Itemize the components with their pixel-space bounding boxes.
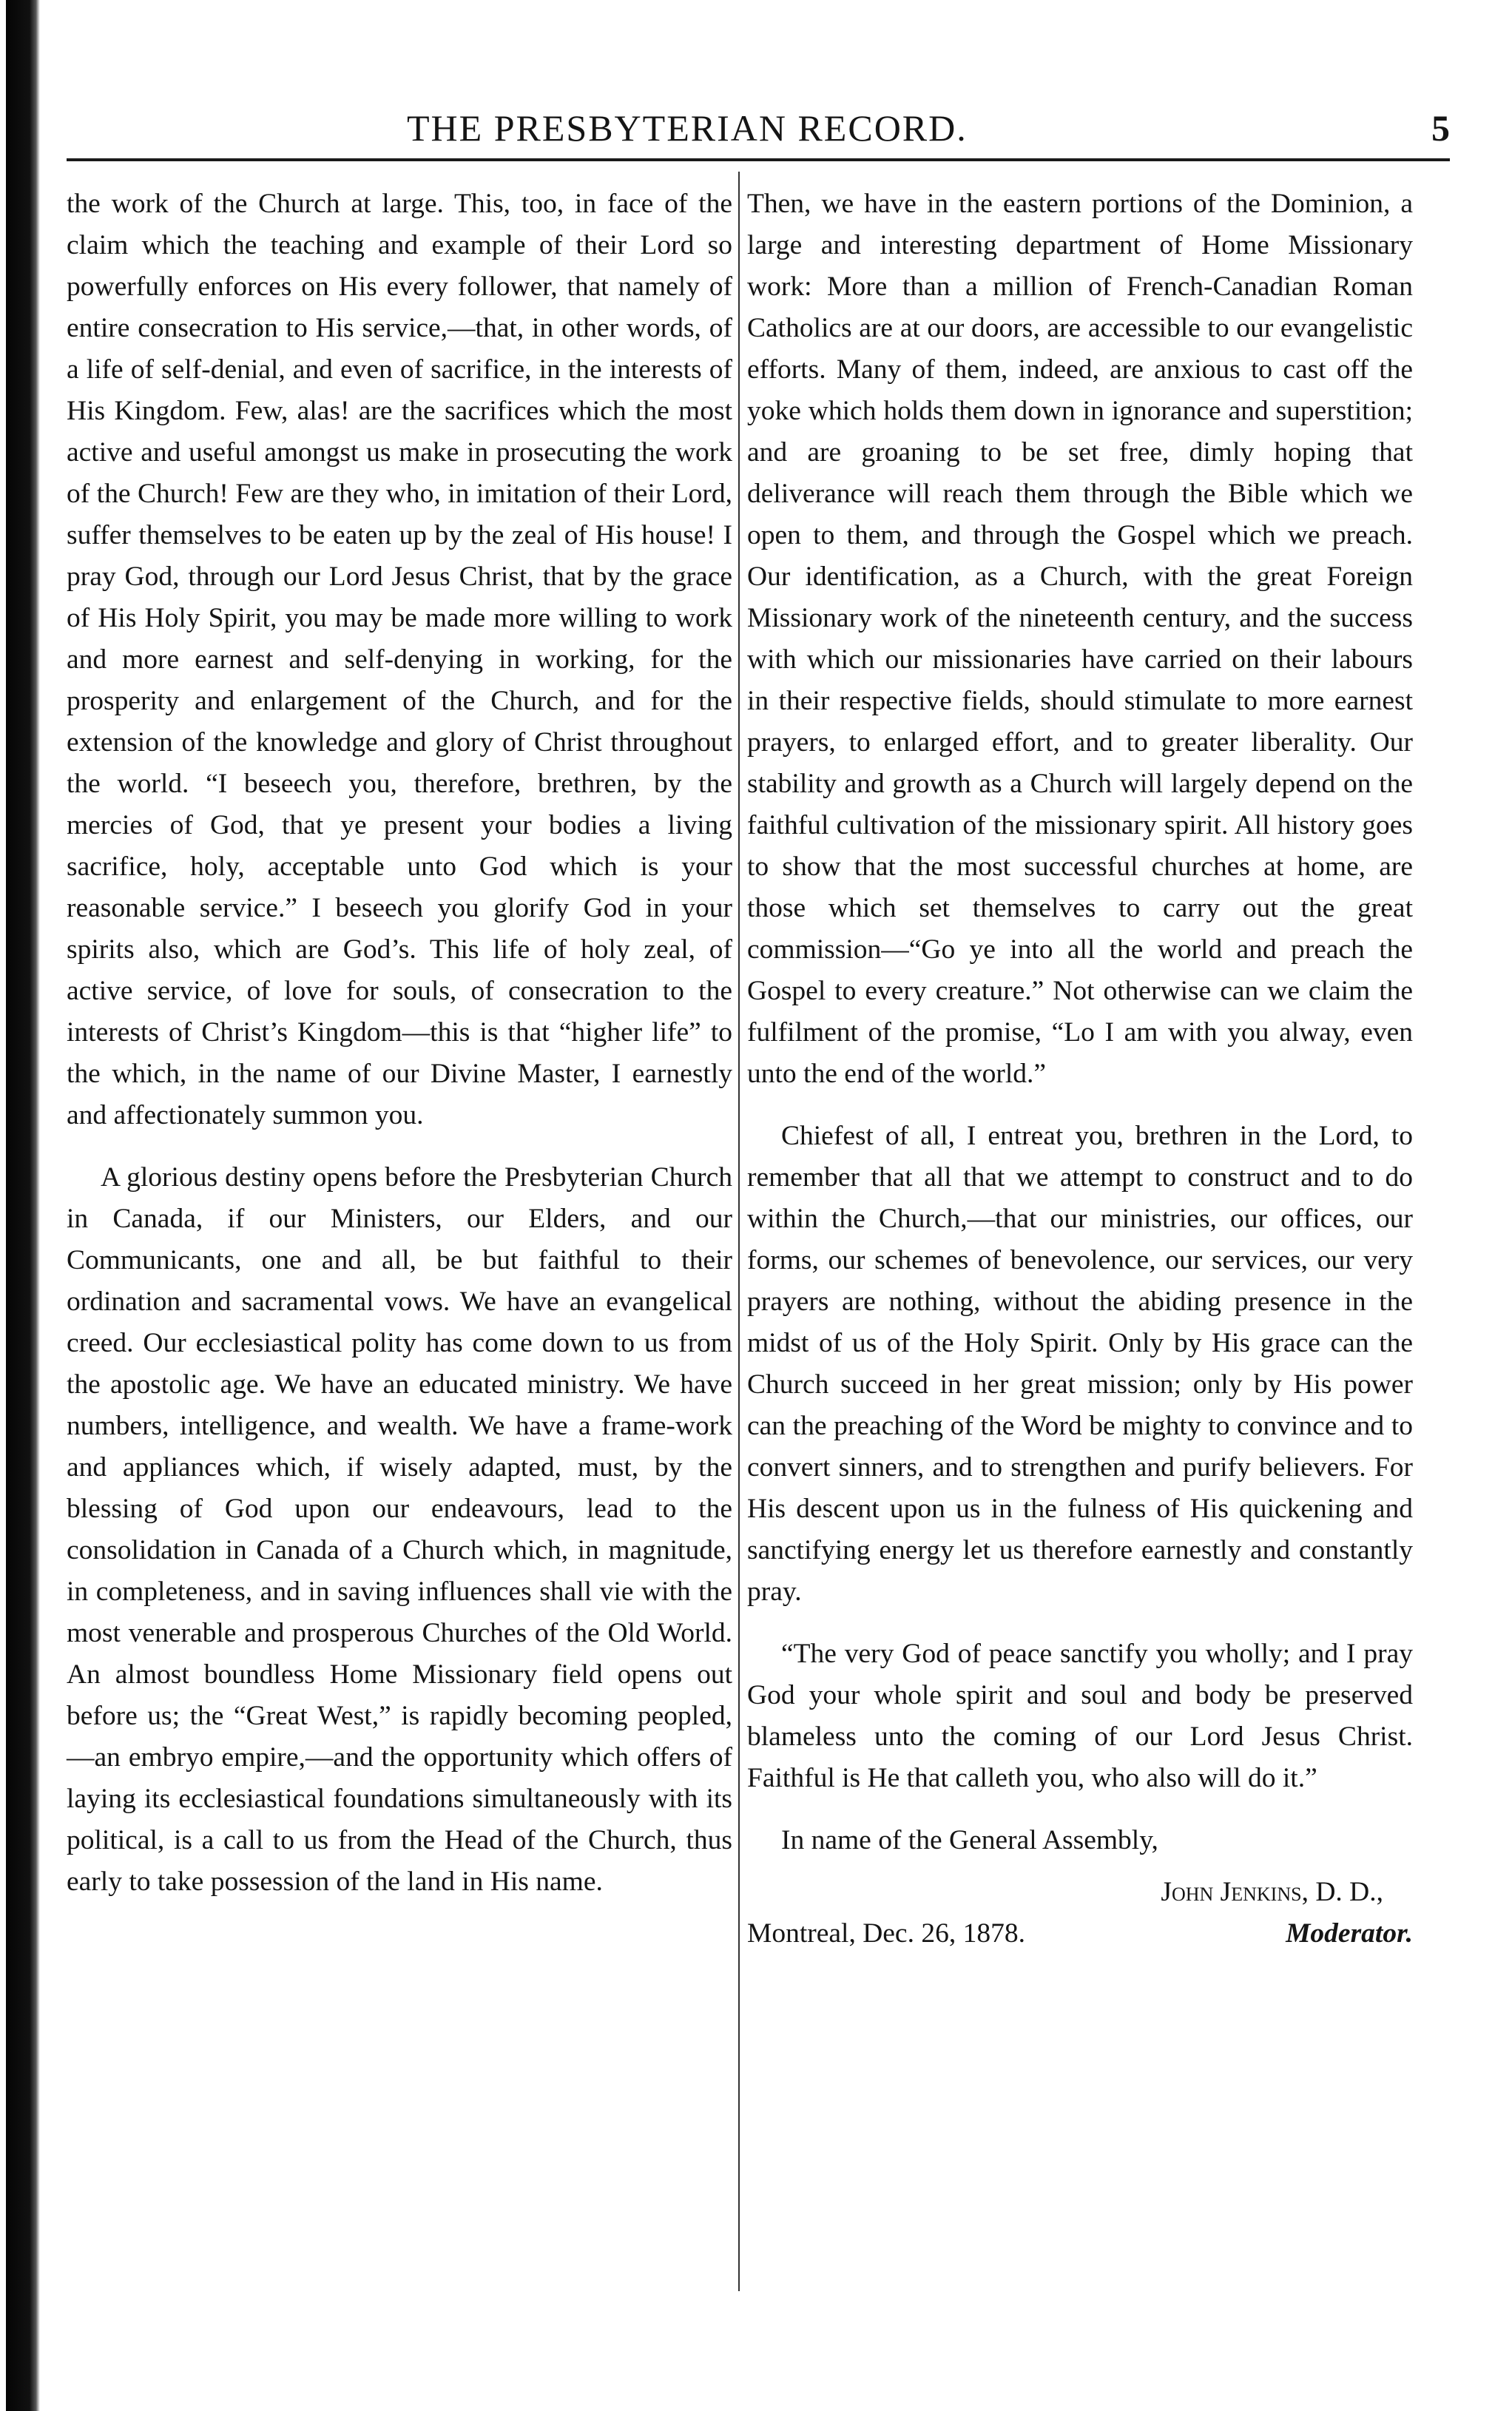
right-column: [747, 183, 1413, 1955]
column-divider: [738, 172, 740, 2291]
page: [67, 104, 1450, 2382]
signature-line: [747, 1913, 1413, 1955]
paragraph: “The very God of peace sanctify you wholly; and I pray God your whole spirit and soul and body be preserved blameless unto the coming of our Lord Jesus Christ. Faithful is He that calleth you, who also will do it.”: [747, 1639, 1413, 1793]
paragraph: Chiefest of all, I entreat you, brethren in the Lord, to remember that all that we attempt to construct and to do within the Church,—that our ministries, our offices, our forms, our schemes of benevolence, our services, our very prayers are nothing, without the abiding presence in the midst of us of the Holy Spirit. Only by His grace can the Church succeed in her great mission; only by His power can the preaching of the Word be mighty to convince and to convert sinners, and to strengthen and purify believers. For His descent upon us in the fulness of His quickening and sanctifying energy let us therefore earnestly and constantly pray.: [747, 1121, 1413, 1607]
header-rule: [67, 158, 1450, 161]
signatory-name: John Jenkins, D. D.,: [1161, 1877, 1383, 1907]
scan-edge-bar: [6, 0, 40, 2411]
left-column: [67, 183, 732, 1903]
place-date: Montreal, Dec. 26, 1878.: [747, 1918, 1025, 1949]
page-number: 5: [1431, 107, 1450, 149]
header-title: THE PRESBYTERIAN RECORD.: [407, 107, 968, 149]
paragraph: A glorious destiny opens before the Presbyterian Church in Canada, if our Ministers, our Elders, and our Communicants, one and all, be but faithful to their ordination and sacramental vows. We have an evangelical creed. Our ecclesiastical polity has come down to us from the apostolic age. We have an educated ministry. We have numbers, intelligence, and wealth. We have a frame-work and appliances which, if wisely adapted, must, by the blessing of God upon our endeavours, lead to the consolidation in Canada of a Church which, in magnitude, in completeness, and in saving influences shall vie with the most venerable and prosperous Churches of the Old World. An almost boundless Home Missionary field opens out before us; the “Great West,” is rapidly becoming peopled,—an embryo empire,—and the opportunity which offers of laying its ecclesiastical foundations simultaneously with its political, is a call to us from the Head of the Church, thus early to take possession of the land in His name.: [67, 1162, 732, 1897]
running-head: [67, 104, 1450, 163]
salutation: In name of the General Assembly,: [781, 1825, 1158, 1855]
signatory-role: Moderator.: [1286, 1918, 1413, 1949]
paragraph: the work of the Church at large. This, too, in face of the claim which the teaching and example of their Lord so powerfully enforces on His every follower, that namely of entire consecration to His service,—that, in other words, of a life of self-denial, and even of sacrifice, in the interests of His Kingdom. Few, alas! are the sacrifices which the most active and useful amongst us make in prosecuting the work of the Church! Few are they who, in imitation of their Lord, suffer themselves to be eaten up by the zeal of His house! I pray God, through our Lord Jesus Christ, that by the grace of His Holy Spirit, you may be made more willing to work and more earnest and self-denying in working, for the prosperity and enlargement of the Church, and for the extension of the knowledge and glory of Christ throughout the world. “I beseech you, therefore, brethren, by the mercies of God, that ye present your bodies a living sacrifice, holy, acceptable unto God which is your reasonable service.” I beseech you glorify God in your spirits also, which are God’s. This life of holy zeal, of active service, of love for souls, of consecration to the interests of Christ’s Kingdom—this is that “higher life” to the which, in the name of our Divine Master, I earnestly and affectionately summon you.: [67, 189, 732, 1130]
paragraph: Then, we have in the eastern portions of the Dominion, a large and interesting department of Home Missionary work: More than a million of French-Canadian Roman Catholics are at our doors, are accessible to our evangelistic efforts. Many of them, indeed, are anxious to cast off the yoke which holds them down in ignorance and superstition; and are groaning to be set free, dimly hoping that deliverance will reach them through the Bible which we open to them, and through the Gospel which we preach. Our identification, as a Church, with the great Foreign Missionary work of the nineteenth century, and the success with which our missionaries have carried on their labours in their respective fields, should stimulate to more earnest prayers, to enlarged effort, and to greater liberality. Our stability and growth as a Church will largely depend on the faithful cultivation of the missionary spirit. All history goes to show that the most successful churches at home, are those which set themselves to carry out the great commission—“Go ye into all the world and preach the Gospel to every creature.” Not otherwise can we claim the fulfilment of the promise, “Lo I am with you alway, even unto the end of the world.”: [747, 189, 1413, 1089]
